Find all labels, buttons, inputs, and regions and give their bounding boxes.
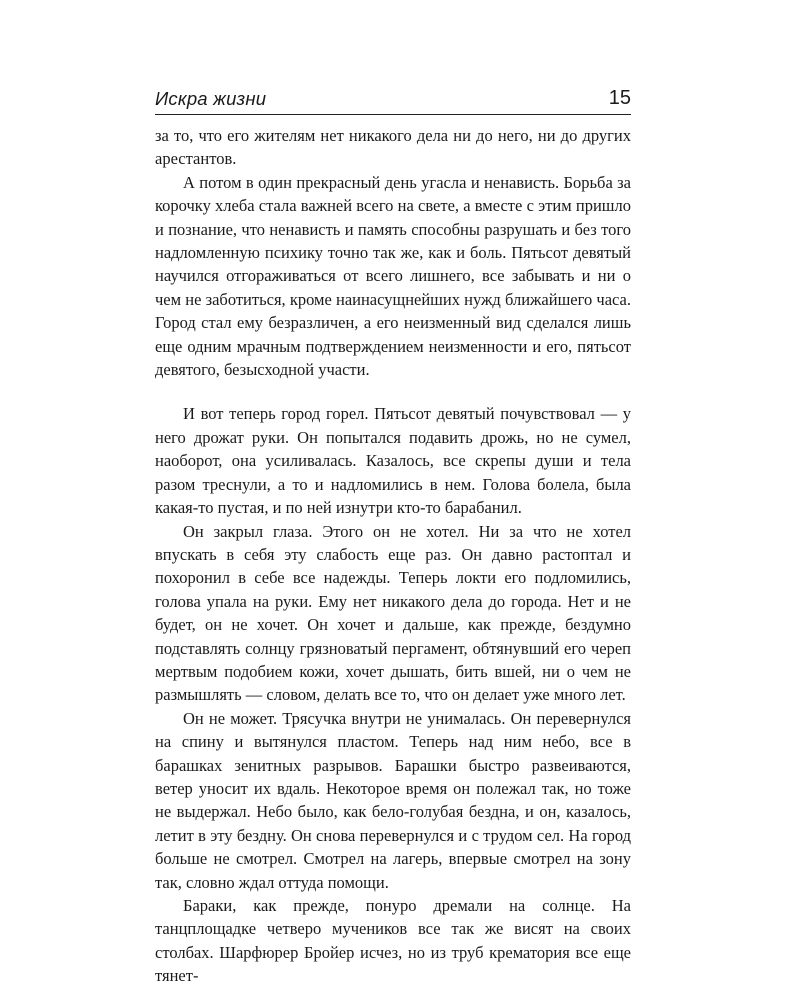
paragraph-continued: за то, что его жителям нет никакого дела ни до него, ни до других арестантов.: [155, 126, 631, 169]
paragraph: Бараки, как прежде, понуро дремали на солнце. На танцплощадке четверо мучеников все так же висят на своих столбах. Шарфюрер Бройер исчез, но из труб крематория все еще тянет-: [155, 896, 631, 986]
paragraph: Он закрыл глаза. Этого он не хотел. Ни за что не хотел впускать в себя эту слабость еще раз. Он давно растоптал и похоронил в себе все надежды. Теперь локти его подломились, голова упала на руки. Ему нет никакого дела до города. Нет и не будет, он не хочет. Он хочет и дальше, как прежде, бездумно подставлять солнцу грязноватый пергамент, обтянувший его череп мертвым подобием кожи, хочет дышать, бить вшей, ни о чем не размышлять — словом, делать все то, что он делает уже много лет.: [155, 521, 631, 705]
running-title: Искра жизни: [155, 88, 267, 109]
paragraph: А потом в один прекрасный день угасла и ненависть. Борьба за корочку хлеба стала важней всего на свете, а вместе с этим пришло и познание, что ненависть и память способны разрушать и без того надломленную психику точно так же, как и боль. Пятьсот девятый научился отгораживаться от всего лишнего, все забывать и ни о чем не заботиться, кроме наинасущнейших нужд ближайшего часа. Город стал ему безразличен, а его неизменный вид сделался лишь еще одним мрачным подтверждением неизменности и его, пятьсот девятого, безысходной участи.: [155, 172, 631, 380]
paragraph: Он не может. Трясучка внутри не унималась. Он перевернулся на спину и вытянулся пластом. Теперь над ним небо, все в барашках зенитных разрывов. Барашки быстро развеиваются, ветер уносит их вдаль. Некоторое время он полежал так, но тоже не выдержал. Небо было, как бело-голубая бездна, и он, казалось, летит в эту бездну. Он снова перевернулся и с трудом сел. На город больше не смотрел. Смотрел на лагерь, впервые смотрел на зону так, словно ждал оттуда помощи.: [155, 708, 631, 892]
book-page: [155, 84, 631, 988]
paragraph-section-start: И вот теперь город горел. Пятьсот девятый почувствовал — у него дрожат руки. Он попытался подавить дрожь, но не сумел, наоборот, она усиливалась. Казалось, все скрепы души и тела разом треснули, а то и надломились в нем. Голова болела, была какая-то пустая, и по ней изнутри кто-то барабанил.: [155, 404, 631, 518]
body-text: [155, 124, 631, 988]
page-number: 15: [608, 87, 631, 109]
page-header: [155, 84, 631, 115]
